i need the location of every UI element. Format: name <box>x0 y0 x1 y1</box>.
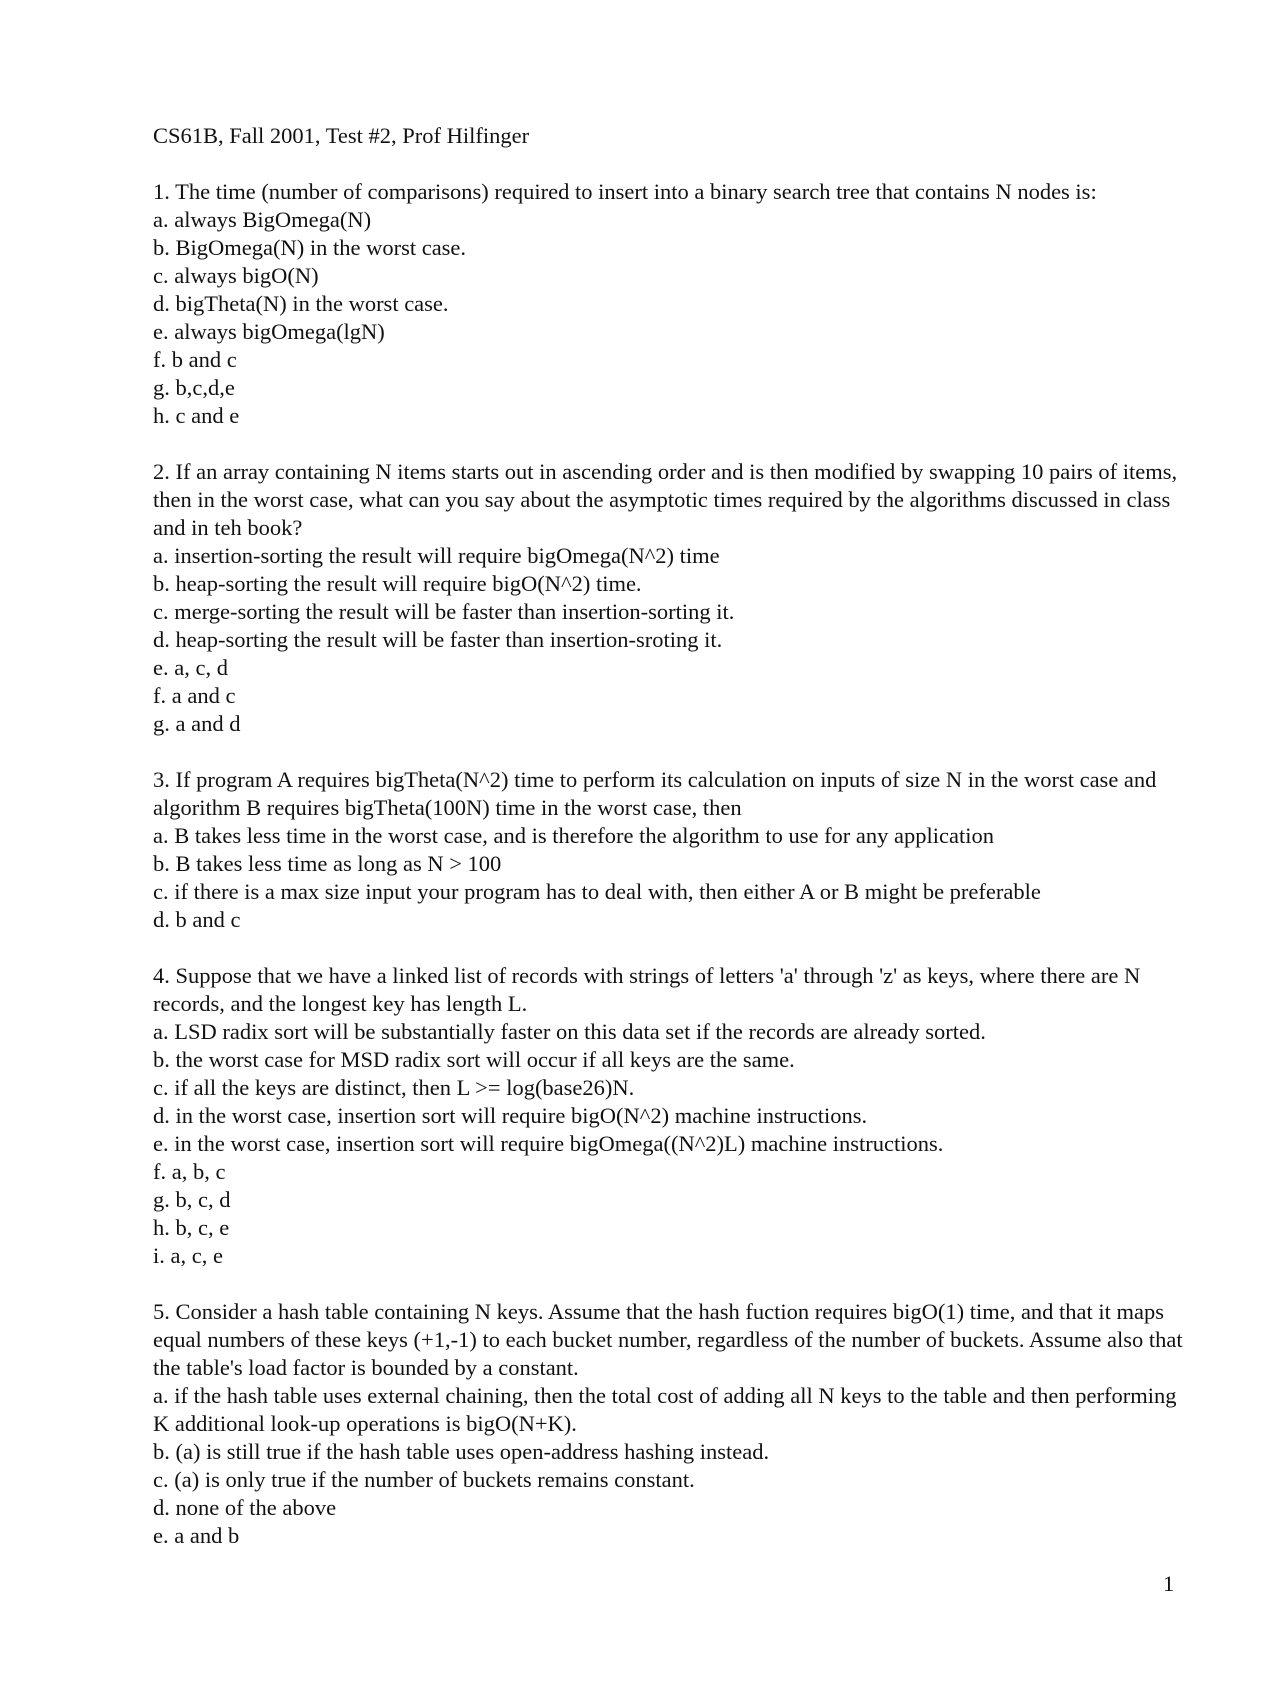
answer-option: c. always bigO(N) <box>153 263 319 288</box>
answer-option: f. a, b, c <box>153 1159 226 1184</box>
answer-option: f. b and c <box>153 347 237 372</box>
answer-option: b. BigOmega(N) in the worst case. <box>153 235 467 260</box>
question-5 <box>153 1298 1193 1550</box>
question-text: 2. If an array containing N items starts out in ascending order and is then modified by swapping 10 pairs of items, then in the worst case, what can you say about the asymptotic times required by the algorithms discussed in class and in teh book? <box>153 459 1178 540</box>
answer-option: a. B takes less time in the worst case, and is therefore the algorithm to use for any application <box>153 823 995 848</box>
answer-option: a. always BigOmega(N) <box>153 207 372 232</box>
question-text: 5. Consider a hash table containing N keys. Assume that the hash fuction requires bigO(1) time, and that it maps equal numbers of these keys (+1,-1) to each bucket number, regardless of the number of buckets. Assume also that the table's load factor is bounded by a constant. <box>153 1299 1183 1380</box>
answer-option: d. none of the above <box>153 1495 337 1520</box>
answer-option: e. a, c, d <box>153 655 228 680</box>
answer-option: a. insertion-sorting the result will require bigOmega(N^2) time <box>153 543 720 568</box>
answer-option: d. b and c <box>153 907 241 932</box>
question-3 <box>153 766 1193 934</box>
question-text: 4. Suppose that we have a linked list of records with strings of letters 'a' through 'z' as keys, where there are N records, and the longest key has length L. <box>153 963 1141 1016</box>
question-4 <box>153 962 1193 1270</box>
answer-option: e. in the worst case, insertion sort will require bigOmega((N^2)L) machine instructions. <box>153 1131 944 1156</box>
answer-option: c. merge-sorting the result will be faster than insertion-sorting it. <box>153 599 735 624</box>
answer-option: d. in the worst case, insertion sort will require bigO(N^2) machine instructions. <box>153 1103 868 1128</box>
question-1 <box>153 178 1193 430</box>
answer-option: e. a and b <box>153 1523 240 1548</box>
page-title: CS61B, Fall 2001, Test #2, Prof Hilfinger <box>153 123 530 148</box>
answer-option: a. LSD radix sort will be substantially faster on this data set if the records are already sorted. <box>153 1019 986 1044</box>
answer-option: a. if the hash table uses external chaining, then the total cost of adding all N keys to the table and then performing K additional look-up operations is bigO(N+K). <box>153 1383 1177 1436</box>
answer-option: c. (a) is only true if the number of buckets remains constant. <box>153 1467 695 1492</box>
answer-option: b. B takes less time as long as N > 100 <box>153 851 502 876</box>
answer-option: b. the worst case for MSD radix sort will occur if all keys are the same. <box>153 1047 795 1072</box>
answer-option: g. b,c,d,e <box>153 375 235 400</box>
page-number: 1 <box>1163 1571 1175 1596</box>
answer-option: f. a and c <box>153 683 236 708</box>
answer-option: g. a and d <box>153 711 241 736</box>
answer-option: c. if there is a max size input your program has to deal with, then either A or B might be preferable <box>153 879 1041 904</box>
answer-option: d. bigTheta(N) in the worst case. <box>153 291 449 316</box>
answer-option: i. a, c, e <box>153 1243 223 1268</box>
question-2 <box>153 458 1193 738</box>
answer-option: g. b, c, d <box>153 1187 231 1212</box>
page-content <box>153 122 1193 1578</box>
question-text: 3. If program A requires bigTheta(N^2) time to perform its calculation on inputs of size N in the worst case and algorithm B requires bigTheta(100N) time in the worst case, then <box>153 767 1157 820</box>
answer-option: h. c and e <box>153 403 240 428</box>
answer-option: b. heap-sorting the result will require bigO(N^2) time. <box>153 571 642 596</box>
answer-option: c. if all the keys are distinct, then L >= log(base26)N. <box>153 1075 635 1100</box>
answer-option: d. heap-sorting the result will be faster than insertion-sroting it. <box>153 627 723 652</box>
answer-option: e. always bigOmega(lgN) <box>153 319 385 344</box>
answer-option: h. b, c, e <box>153 1215 230 1240</box>
answer-option: b. (a) is still true if the hash table uses open-address hashing instead. <box>153 1439 770 1464</box>
question-text: 1. The time (number of comparisons) required to insert into a binary search tree that contains N nodes is: <box>153 179 1097 204</box>
